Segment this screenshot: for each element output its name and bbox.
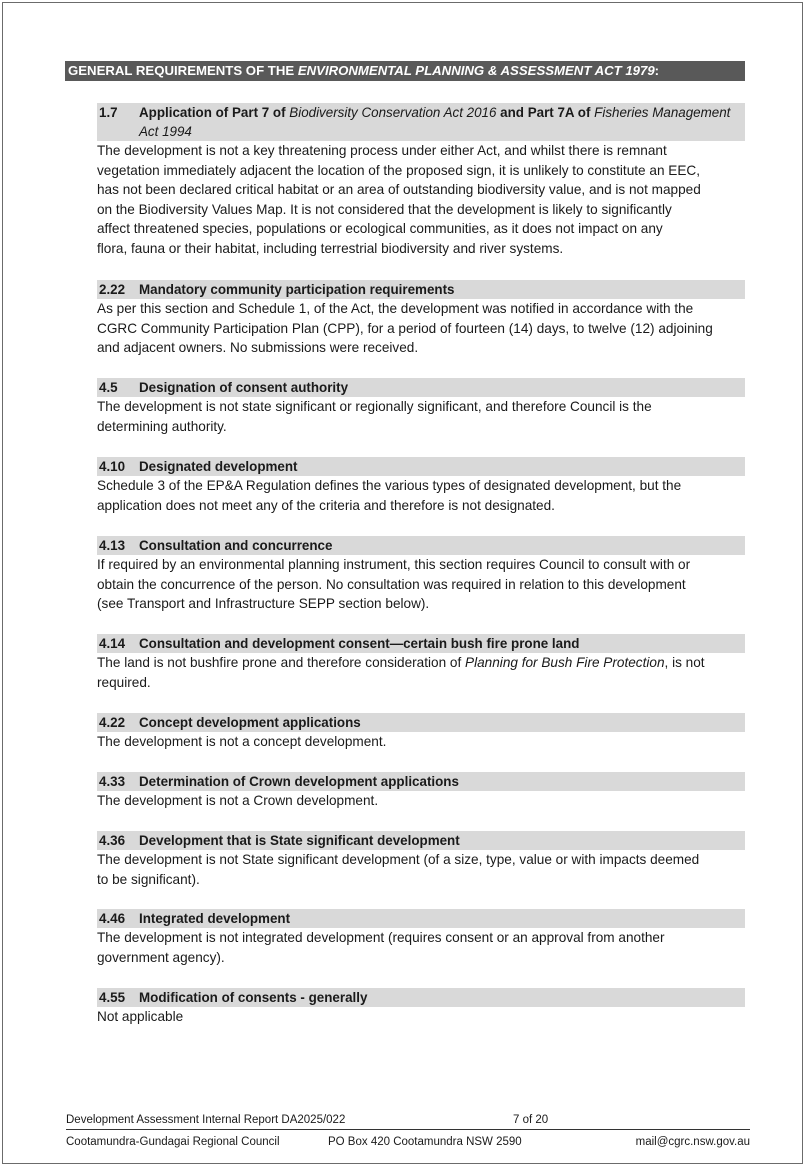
section-4-55 (97, 988, 745, 1027)
section-4-22 (97, 713, 745, 752)
section-number: 4.13 (99, 538, 126, 553)
footer-report-title: Development Assessment Internal Report DA2025/022 (66, 1114, 346, 1126)
section-number: 4.5 (99, 380, 118, 395)
body-line: obtain the concurrence of the person. No consultation was required in relation to this development (97, 576, 686, 592)
section-heading (97, 536, 745, 555)
section-title: Consultation and concurrence (139, 538, 333, 553)
section-4-14 (97, 634, 745, 692)
section-body (97, 928, 745, 967)
section-body (97, 555, 745, 614)
body-reference-title: Planning for Bush Fire Protection (465, 655, 665, 670)
section-title-act: Biodiversity Conservation Act 2016 (289, 105, 497, 120)
page-heading (65, 61, 745, 81)
section-body (97, 653, 745, 692)
section-number: 1.7 (99, 105, 118, 120)
section-number: 4.14 (99, 636, 126, 651)
section-1-7 (97, 103, 745, 259)
section-heading (97, 831, 745, 850)
body-line: , is not (664, 655, 705, 670)
section-number: 4.33 (99, 774, 126, 789)
section-4-33 (97, 772, 745, 811)
body-line: to be significant). (97, 871, 200, 887)
section-4-36 (97, 831, 745, 889)
section-heading (97, 280, 745, 299)
section-heading (97, 457, 745, 476)
section-heading (97, 713, 745, 732)
section-title-part: Application of Part 7 of (139, 105, 290, 120)
section-title: Concept development applications (139, 715, 361, 730)
section-title: Integrated development (139, 911, 291, 926)
section-title: Development that is State significant development (139, 833, 460, 848)
body-line: determining authority. (97, 418, 227, 434)
section-4-46 (97, 909, 745, 967)
footer-address: PO Box 420 Cootamundra NSW 2590 (328, 1136, 522, 1148)
body-line: flora, fauna or their habitat, including terrestrial biodiversity and river systems. (97, 240, 564, 256)
section-heading (97, 988, 745, 1007)
body-line: The development is not a Crown development. (97, 793, 379, 808)
section-number: 4.36 (99, 833, 126, 848)
body-line: If required by an environmental planning instrument, this section requires Council to consult with or (97, 557, 691, 572)
section-heading (97, 634, 745, 653)
footer-divider (66, 1129, 750, 1130)
section-body (97, 476, 745, 515)
section-body (97, 397, 745, 436)
section-4-10 (97, 457, 745, 515)
section-body (97, 850, 745, 889)
body-line: on the Biodiversity Values Map. It is not considered that the development is likely to significantly (97, 201, 672, 217)
body-line: The development is not integrated development (requires consent or an approval from another (97, 930, 665, 945)
body-line: affect threatened species, populations or ecological communities, as it does not impact on any (97, 221, 663, 237)
section-heading (97, 378, 745, 397)
section-number: 4.46 (99, 911, 126, 926)
body-line: government agency). (97, 949, 225, 965)
body-line: has not been declared critical habitat or an area of outstanding biodiversity value, and is not mapped (97, 182, 701, 198)
section-body (97, 141, 745, 259)
body-line: The development is not a concept development. (97, 734, 387, 749)
body-line: vegetation immediately adjacent the location of the proposed sign, it is unlikely to constitute an EEC, (97, 162, 701, 178)
body-line: required. (97, 674, 151, 690)
section-heading (97, 772, 745, 791)
section-body (97, 299, 745, 358)
body-line: CGRC Community Participation Plan (CPP), for a period of fourteen (14) days, to twelve (12) adjoining (97, 320, 713, 336)
body-line: The land is not bushfire prone and therefore consideration of (97, 655, 466, 670)
section-title: Determination of Crown development applications (139, 774, 459, 789)
footer-contact-line (66, 1134, 750, 1150)
footer-council-name: Cootamundra-Gundagai Regional Council (66, 1136, 280, 1148)
section-title-act: Fisheries Management Act 1994 (139, 105, 731, 139)
footer-email: mail@cgrc.nsw.gov.au (635, 1136, 750, 1148)
body-line: Not applicable (97, 1009, 184, 1024)
section-body (97, 791, 745, 811)
section-4-5 (97, 378, 745, 436)
section-number: 4.55 (99, 990, 126, 1005)
section-body (97, 732, 745, 752)
section-title: Designation of consent authority (139, 380, 349, 395)
section-number: 2.22 (99, 282, 126, 297)
footer-page-number: 7 of 20 (513, 1114, 549, 1126)
section-title-part: and Part 7A of (496, 105, 595, 120)
footer-report-line (66, 1112, 750, 1128)
body-line: The development is not a key threatening process under either Act, and whilst there is remnant (97, 143, 667, 158)
section-title: Modification of consents - generally (139, 990, 368, 1005)
section-heading (97, 103, 745, 141)
section-number: 4.22 (99, 715, 126, 730)
body-line: and adjacent owners. No submissions were received. (97, 340, 419, 356)
section-title: Consultation and development consent—certain bush fire prone land (139, 636, 580, 651)
body-line: Schedule 3 of the EP&A Regulation defines the various types of designated development, but the (97, 478, 682, 493)
heading-act-name: ENVIRONMENTAL PLANNING & ASSESSMENT ACT 1979 (297, 63, 655, 78)
body-line: As per this section and Schedule 1, of the Act, the development was notified in accordance with the (97, 301, 694, 316)
section-body (97, 1007, 745, 1027)
heading-suffix: : (654, 63, 660, 78)
heading-prefix: GENERAL REQUIREMENTS OF THE (68, 63, 298, 78)
section-number: 4.10 (99, 459, 126, 474)
section-title: Mandatory community participation requirements (139, 282, 455, 297)
section-title: Designated development (139, 459, 298, 474)
body-line: application does not meet any of the criteria and therefore is not designated. (97, 497, 555, 513)
section-4-13 (97, 536, 745, 614)
body-line: (see Transport and Infrastructure SEPP section below). (97, 596, 430, 612)
section-heading (97, 909, 745, 928)
section-2-22 (97, 280, 745, 358)
body-line: The development is not State significant development (of a size, type, value or with impacts deemed (97, 852, 700, 867)
body-line: The development is not state significant or regionally significant, and therefore Council is the (97, 399, 652, 414)
